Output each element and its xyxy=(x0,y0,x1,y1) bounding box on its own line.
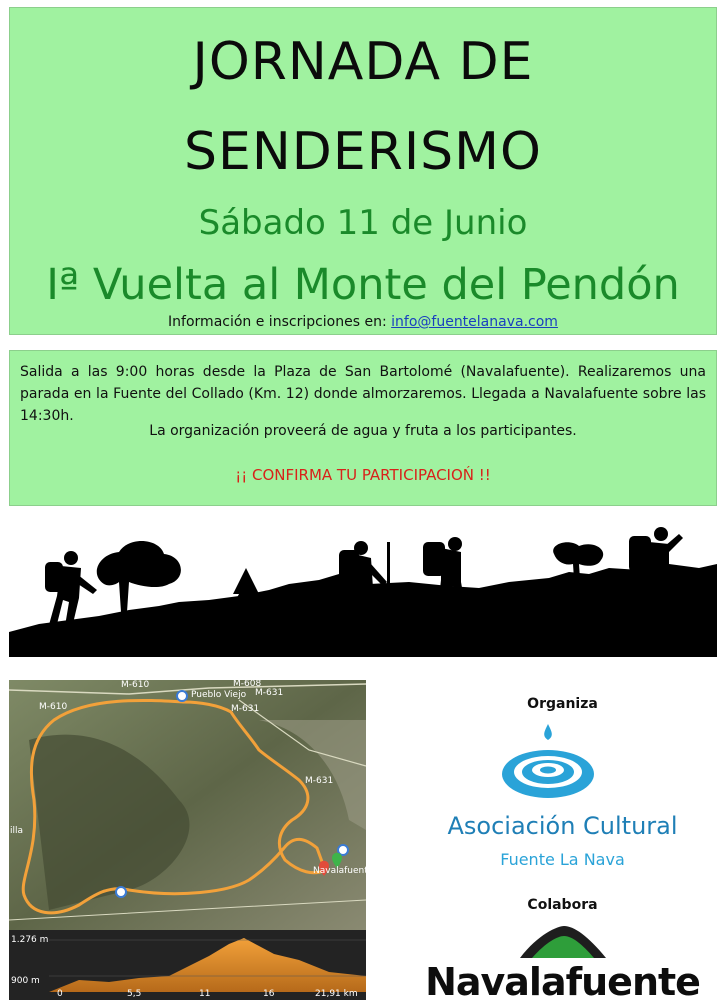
road-label: M-610 xyxy=(39,702,68,712)
town-logo-text: Navalafuente xyxy=(425,960,700,1004)
header-box xyxy=(9,7,717,335)
info-label: Información e inscripciones en: xyxy=(168,314,387,330)
place-label: Pueblo Viejo xyxy=(191,690,247,700)
km-tick: 21,91 km xyxy=(315,989,358,999)
km-tick: 0 xyxy=(57,989,63,999)
route-map-graphic xyxy=(9,680,366,1000)
place-label: illa xyxy=(10,826,24,836)
road-label: M-631 xyxy=(255,688,284,698)
title-line-1: JORNADA DE xyxy=(192,32,534,92)
road-label: M-631 xyxy=(231,704,260,714)
elevation-min-label: 900 m xyxy=(11,976,40,986)
elevation-max-label: 1.276 m xyxy=(11,935,49,945)
organiza-label: Organiza xyxy=(527,696,598,712)
association-subtitle: Fuente La Nava xyxy=(500,850,625,869)
confirm-call-to-action: ¡¡ CONFIRMA TU PARTICIPACIOŃ !! xyxy=(235,466,491,484)
supplies-note: La organización proveerá de agua y fruta a los participantes. xyxy=(149,423,577,439)
event-date: Sábado 11 de Junio xyxy=(198,203,528,243)
km-tick: 16 xyxy=(263,989,275,999)
sponsors-panel xyxy=(398,680,727,1004)
road-label: M-608 xyxy=(233,679,262,689)
water-drop-logo-icon xyxy=(498,722,598,802)
road-label: M-610 xyxy=(121,680,150,690)
hikers-silhouette-illustration xyxy=(9,524,717,657)
details-box xyxy=(9,350,717,506)
route-map xyxy=(9,679,374,1000)
mountain-logo-icon xyxy=(518,924,608,958)
km-tick: 11 xyxy=(199,989,211,999)
info-email-link[interactable]: info@fuentelanava.com xyxy=(391,314,558,330)
info-line xyxy=(10,314,716,330)
route-name: Iª Vuelta al Monte del Pendón xyxy=(46,260,680,310)
colabora-label: Colabora xyxy=(527,897,598,913)
km-tick: 5,5 xyxy=(127,989,142,999)
schedule-paragraph: Salida a las 9:00 horas desde la Plaza de San Bartolomé (Navalafuente). Realizaremos una parada en la Fuente del Collado (Km. 12) donde almorzaremos. Llegada a Navalafuente sobre las 14:30h. xyxy=(20,364,706,424)
place-label: Navalafuente xyxy=(313,866,374,876)
road-label: M-631 xyxy=(305,776,334,786)
title-line-2: SENDERISMO xyxy=(184,122,542,182)
association-name: Asociación Cultural xyxy=(447,812,678,840)
